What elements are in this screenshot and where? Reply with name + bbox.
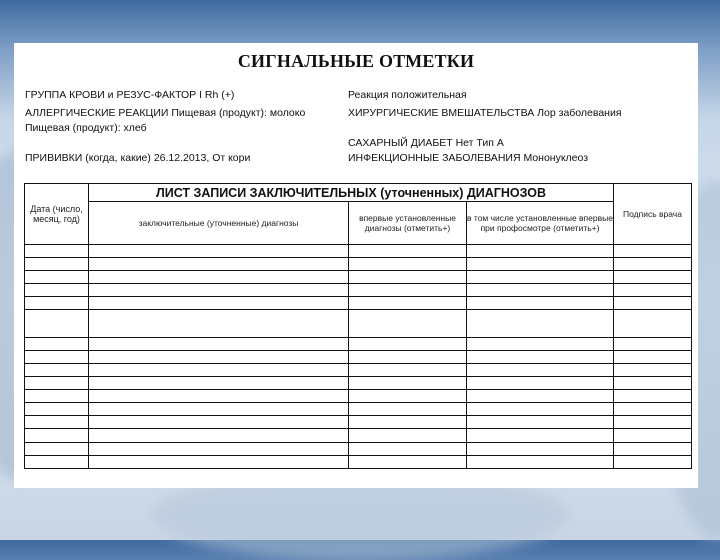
table-cell[interactable] (25, 442, 89, 455)
table-row (25, 376, 692, 389)
table-cell[interactable] (89, 363, 349, 376)
table-cell[interactable] (614, 376, 692, 389)
table-row (25, 244, 692, 257)
table-cell[interactable] (89, 244, 349, 257)
table-cell[interactable] (614, 284, 692, 297)
table-cell[interactable] (349, 244, 467, 257)
table-cell[interactable] (614, 310, 692, 337)
table-cell[interactable] (25, 310, 89, 337)
table-cell[interactable] (25, 337, 89, 350)
table-row (25, 390, 692, 403)
table-cell[interactable] (349, 257, 467, 270)
table-cell[interactable] (467, 257, 614, 270)
table-subheader-row (25, 202, 692, 244)
table-cell[interactable] (89, 310, 349, 337)
table-cell[interactable] (89, 337, 349, 350)
table-cell[interactable] (349, 416, 467, 429)
table-cell[interactable] (89, 270, 349, 283)
table-cell[interactable] (25, 455, 89, 468)
table-cell[interactable] (614, 442, 692, 455)
table-cell[interactable] (467, 350, 614, 363)
table-cell[interactable] (89, 403, 349, 416)
table-cell[interactable] (349, 455, 467, 468)
table-cell[interactable] (467, 376, 614, 389)
table-cell[interactable] (467, 403, 614, 416)
table-cell[interactable] (614, 416, 692, 429)
table-cell[interactable] (614, 270, 692, 283)
table-cell[interactable] (349, 337, 467, 350)
table-cell[interactable] (25, 244, 89, 257)
table-cell[interactable] (467, 244, 614, 257)
table-cell[interactable] (614, 257, 692, 270)
table-cell[interactable] (89, 297, 349, 310)
table-cell[interactable] (349, 363, 467, 376)
table-cell[interactable] (89, 455, 349, 468)
allergy-field: АЛЛЕРГИЧЕСКИЕ РЕАКЦИИ Пищевая (продукт): молоко (25, 107, 306, 119)
table-row (25, 310, 692, 337)
table-row (25, 416, 692, 429)
table-cell[interactable] (467, 270, 614, 283)
surgery-field: ХИРУРГИЧЕСКИЕ ВМЕШАТЕЛЬСТВА Лор заболевания (348, 107, 622, 119)
table-cell[interactable] (614, 455, 692, 468)
table-cell[interactable] (467, 416, 614, 429)
infection-field: ИНФЕКЦИОННЫЕ ЗАБОЛЕВАНИЯ Мононуклеоз (348, 152, 589, 164)
table-cell[interactable] (614, 244, 692, 257)
table-cell[interactable] (349, 310, 467, 337)
page-title: СИГНАЛЬНЫЕ ОТМЕТКИ (237, 51, 475, 71)
vaccination-field: ПРИВИВКИ (когда, какие) 26.12.2013, От кори (25, 152, 251, 164)
table-cell[interactable] (25, 390, 89, 403)
table-cell[interactable] (25, 363, 89, 376)
table-cell[interactable] (349, 442, 467, 455)
table-cell[interactable] (614, 363, 692, 376)
table-cell[interactable] (467, 310, 614, 337)
table-header-row (25, 184, 692, 202)
table-cell[interactable] (614, 337, 692, 350)
table-cell[interactable] (89, 284, 349, 297)
first-diagnosed-header: впервые установленные диагнозы (отметить+) (349, 202, 467, 244)
table-cell[interactable] (25, 350, 89, 363)
slide-card (14, 43, 698, 488)
table-row (25, 270, 692, 283)
table-cell[interactable] (25, 416, 89, 429)
table-cell[interactable] (614, 390, 692, 403)
table-cell[interactable] (349, 350, 467, 363)
blood-group-field: ГРУППА КРОВИ и РЕЗУС-ФАКТОР I Rh (+) (25, 89, 235, 101)
final-diagnoses-header: заключительные (уточненные) диагнозы (89, 202, 349, 244)
table-cell[interactable] (467, 455, 614, 468)
diagnoses-table (24, 183, 692, 469)
table-cell[interactable] (349, 403, 467, 416)
table-cell[interactable] (467, 442, 614, 455)
table-row (25, 337, 692, 350)
table-cell[interactable] (467, 363, 614, 376)
table-row (25, 350, 692, 363)
table-heading: ЛИСТ ЗАПИСИ ЗАКЛЮЧИТЕЛЬНЫХ (уточненных) ДИАГНОЗОВ (89, 184, 614, 202)
table-cell[interactable] (25, 270, 89, 283)
table-cell[interactable] (614, 350, 692, 363)
table-row (25, 429, 692, 442)
table-cell[interactable] (349, 297, 467, 310)
allergy-food-field: Пищевая (продукт): хлеб (25, 122, 147, 134)
table-row (25, 284, 692, 297)
table-cell[interactable] (349, 376, 467, 389)
table-cell[interactable] (89, 442, 349, 455)
table-cell[interactable] (349, 284, 467, 297)
table-cell[interactable] (614, 403, 692, 416)
table-row (25, 257, 692, 270)
table-cell[interactable] (614, 297, 692, 310)
table-cell[interactable] (467, 337, 614, 350)
diabetes-field: САХАРНЫЙ ДИАБЕТ Нет Тип А (348, 137, 504, 149)
table-cell[interactable] (25, 284, 89, 297)
date-column-header: Дата (число, месяц, год) (25, 184, 89, 245)
table-cell[interactable] (89, 390, 349, 403)
table-cell[interactable] (25, 403, 89, 416)
table-cell[interactable] (25, 429, 89, 442)
table-cell[interactable] (25, 376, 89, 389)
table-row (25, 363, 692, 376)
table-row (25, 403, 692, 416)
reaction-field: Реакция положительная (348, 89, 467, 101)
table-cell[interactable] (349, 390, 467, 403)
table-cell[interactable] (89, 429, 349, 442)
table-cell[interactable] (467, 284, 614, 297)
table-cell[interactable] (25, 297, 89, 310)
table-cell[interactable] (614, 429, 692, 442)
table-cell[interactable] (467, 390, 614, 403)
table-row (25, 297, 692, 310)
table-cell[interactable] (89, 416, 349, 429)
table-cell[interactable] (89, 257, 349, 270)
table-row (25, 455, 692, 468)
table-cell[interactable] (89, 350, 349, 363)
table-row (25, 442, 692, 455)
checkup-diagnosed-header: в том числе установленные впервые при профосмотре (отметить+) (467, 202, 614, 244)
signature-column-header: Подпись врача (614, 184, 692, 245)
table-cell[interactable] (349, 429, 467, 442)
table-cell[interactable] (467, 297, 614, 310)
table-cell[interactable] (349, 270, 467, 283)
table-cell[interactable] (467, 429, 614, 442)
table-cell[interactable] (89, 376, 349, 389)
table-cell[interactable] (25, 257, 89, 270)
